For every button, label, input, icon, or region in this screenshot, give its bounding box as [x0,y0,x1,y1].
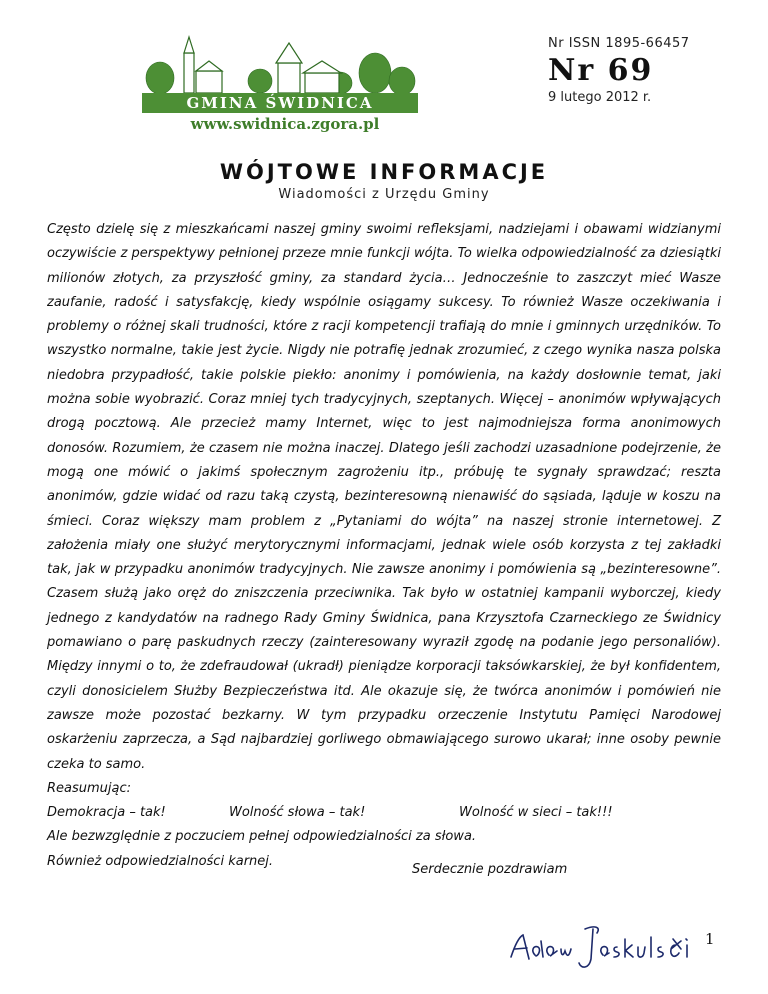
gmina-swidnica-logo [140,33,420,133]
criminal-responsibility-line: Również odpowiedzialności karnej. [47,853,274,869]
page-subtitle: Wiadomości z Urzędu Gminy [278,187,490,202]
issn-number: Nr ISSN 1895-66457 [548,36,690,51]
letter-body [47,218,721,874]
issue-number: Nr 69 [548,53,654,88]
letter-paragraph: Często dzielę się z mieszkańcami naszej gminy swoimi refleksjami, nadziejami i obawami widzianymi oczywiście z perspektywy pełnionej przeze mnie funkcji wójta. To wielka odpowiedzialność za dziesiątki milionów złotych, za przyszłość gminy, za standard życia… Jednocześnie to zaszczyt mieć Wasze zaufanie, radość i satysfakcję, kiedy wspólnie osiągamy sukcesy. To również Wasze oczekiwania i problemy o różnej skali trudności, które z racji kompetencji trafiają do mnie i gminnych urzędników. To wszystko normalne, takie jest życie. Nigdy nie potrafię jednak zrozumieć, z czego wynika nasza polska niedobra przypadłość, takie polskie piekło: anonimy i pomówienia, na każdy dosłownie temat, jaki można sobie wyobrazić. Coraz mniej tych tradycyjnych, szeptanych. Więcej – anonimów wpływających drogą pocztową. Ale przecież mamy Internet, więc to jest najmodniejsza forma anonimowych donosów. Rozumiem, że czasem nie można inaczej. Dlatego jeśli zachodzi uzasadnione podejrzenie, że mogą one mówić o jakimś społecznym zagrożeniu itp., próbuję te sygnały sprawdzać; reszta anonimów, gdzie widać od razu taką czystą, bezinteresowną nienawiść do sąsiada, ląduje w koszu na śmieci. Coraz większy mam problem z „Pytaniami do wójta” na naszej stronie internetowej. Z założenia miały one służyć merytorycznymi informacjami, jednak wiele osób korzysta z tej zakładki tak, jak w przypadku anonimów tradycyjnych. Nie zawsze anonimy i pomówienia są „bezinteresowne”. Czasem służą jako oręż do zniszczenia przeciwnika. Tak było w ostatniej kampanii wyborczej, kiedy jednego z kandydatów na radnego Rady Gminy Świdnica, pana Krzysztofa Czarneckiego ze Świdnicy pomawiano o parę paskudnych rzeczy (zainteresowany wyraził zgodę na podanie jego personaliów). Między innymi o to, że zdefraudował (ukradł) pieniądze korporacji taksówkarskiej, że był konfidentem, czyli donosicielem Służby Bezpieczeństwa itd. Ale okazuje się, że twórca anonimów i pomówień nie zawsze może pozostać bezkarny. W tym przypadku orzeczenie Instytutu Pamięci Narodowej oskarżeniu zaprzecza, a Sąd najbardziej gorliwego obmawiającego surowo ukarał; inne osoby pewnie czeka to samo. [47,222,721,772]
summary-label: Reasumując: [47,780,132,796]
responsibility-line: Ale bezwzględnie z poczuciem pełnej odpowiedzialności za słowa. [47,829,477,845]
page-number: 1 [705,930,715,948]
page-title: WÓJTOWE INFORMACJE [219,160,549,184]
signature [505,915,700,975]
slogan-democracy: Demokracja – tak! [47,805,166,821]
logo-title: GMINA ŚWIDNICA [186,94,374,112]
logo-url: www.swidnica.zgora.pl [190,115,380,133]
slogan-free-internet: Wolność w sieci – tak!!! [459,805,613,821]
closing-greeting: Serdecznie pozdrawiam [412,862,568,877]
issue-date: 9 lutego 2012 r. [548,90,652,105]
slogan-free-speech: Wolność słowa – tak! [229,805,366,821]
masthead-meta [548,36,690,105]
slogans-row [47,801,721,825]
